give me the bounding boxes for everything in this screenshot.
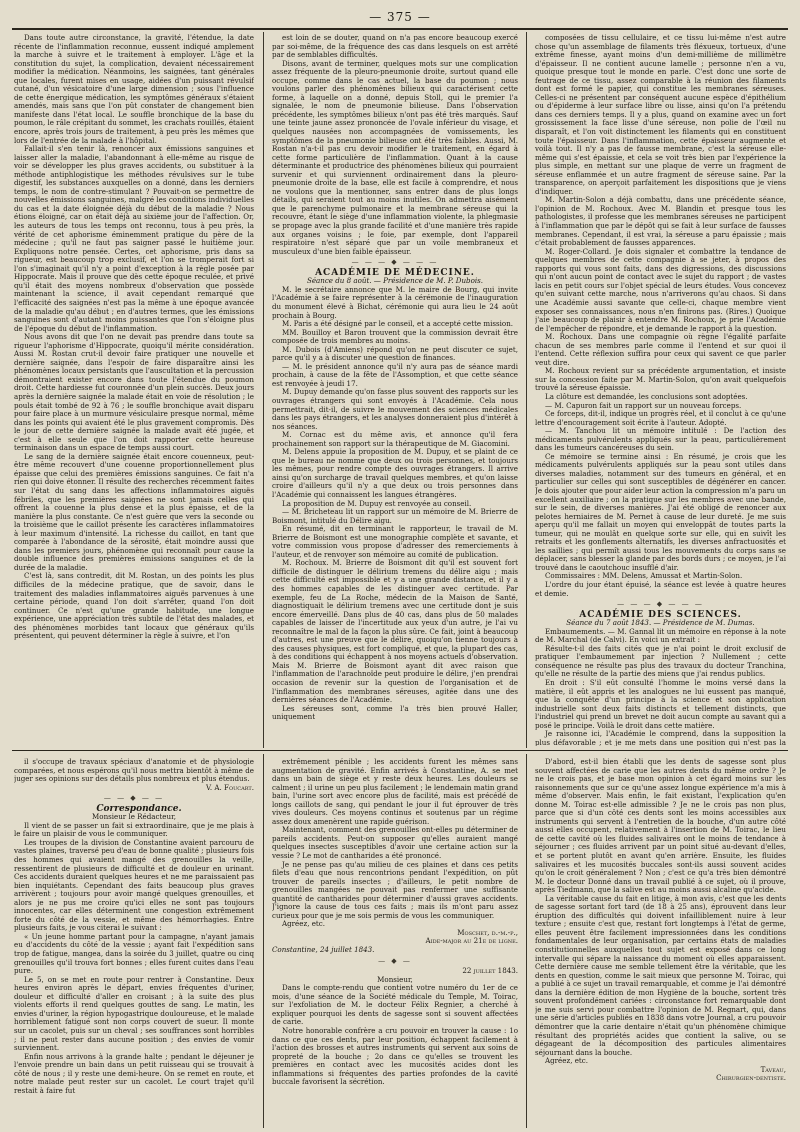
paragraph: Fallait-il s'en tenir là, renoncer aux émissions sanguines et laisser aller la maladie, l'abandonnant à elle-même au risque de voir se développer les plus graves accidents, ou substituer à la méthode antiphlogistique les méthodes révulsives sur le tube digestif, les substances auxquelles on a donné, dans les derniers temps, le nom de contre-stimulant ? Pouvait-on se permettre de nouvelles émissions sanguines, malgré les conditions individuelles du cas et la date éloignée déjà du début de la maladie ? Nous étions éloigné, car on était déjà au sixième jour de l'affection. Or, les auteurs de tous les temps ont reconnu, tous à peu près, la vérité de cet aphorisme éminemment pratique du père de la médecine ; qu'il ne faut pas saigner passé le huitième jour. Expliquons notre pensée. Certes, cet aphorisme, pris dans sa rigueur, est beaucoup trop exclusif, et l'on se tromperait fort si l'on s'imaginait qu'il n'y a point d'exception à la règle posée par Hippocrate. Mais il prouve que dès cette époque reculée, et privé qu'il était des moyens nombreux d'observation que possède maintenant la science, il avait cependant remarqué que l'efficacité des saignées n'est pas la même à une époque avancée de la maladie qu'au début ; en d'autres termes, que les émissions sanguines sont d'autant moins puissantes que l'on s'éloigne plus de l'époque du début de l'inflammation. xyxy=(14,144,254,333)
paragraph: extrêmement pénible ; les accidents furent les mêmes sans augmentation de gravité. Enfin arrivés à Constantine, A. se met dans un bain de siège et y reste deux heures. Les douleurs se calment ; il urine un peu plus facilement ; le lendemain matin grand bain, l'urine sort avec encore plus de facilité, mais est précédé de longs caillots de sang, qui pendant le jour il fut éprouver de très vives douleurs. Ces moyens continus et soutenus par un régime assez doux amenèrent une rapide guérison. xyxy=(272,758,518,826)
paragraph: est loin de se douter, quand on n'a pas encore beaucoup exercé par soi-même, de la fréquence des cas dans lesquels on est arrêté par de semblables difficultés. xyxy=(272,34,518,60)
paragraph: C'est là, sans contredit, dit M. Rostan, un des points les plus difficiles de la médecine pratique, que de savoir, dans le traitement des maladies inflammatoires aiguës parvenues à une certaine période, quand l'on doit s'arrêter, quand l'on doit continuer. Ce n'est qu'une grande habitude, une longue expérience, une appréciation très subtile de l'état des malades, et des phénomènes morbides tant locaux que généraux qu'ils présentent, qui peuvent déterminer la règle à suivre, et l'on xyxy=(14,571,254,641)
paragraph: M. Rochoux. M. Brierre de Boismont dit qu'il est souvent fort difficile de distinguer le délirium tremens du délire aigu ; mais cette difficulté est impossible et y a une grande distance, et il y a des hommes capables de les distinguer avec certitude. Par exemple, feu de La Roche, médecin de la Maison de Santé, diagnostiquait le délirium tremens avec une certitude dont je suis encore émerveillé. Dans plus de 40 cas, dans plus de 50 malades capables de laisser de l'incertitude aux yeux d'un autre, je l'ai vu reconnaître le mal de la façon la plus sûre. Ce fait, joint à beaucoup d'autres, est une preuve que le délire, quoiqu'on tienne toujours à des causes physiques, est fort compliqué, et que, la plupart des cas, à des conditions qui échappent à nos moyens actuels d'observation. Mais M. Brierre de Boismont ayant dit avec raison que l'inflammation de l'arachnoïde peut produire le délire, j'en prendrai occasion de revenir sur la question de l'organisation et de l'inflammation des membranes séreuses, agitée dans une des dernières séances de l'Académie. xyxy=(272,558,518,705)
ornament-divider: — — — ◆ — — — xyxy=(617,600,704,609)
paragraph: Agréez, etc. xyxy=(282,919,325,929)
paragraph: En droit : S'il eût consulté l'homme le moins versé dans la matière, il eût appris et les analogues ne lui eussent pas manqué, que la conquête d'un principe à la science et son application industrielle sont deux faits distincts et tellement distincts, que l'industriel qui prend un brevet ne doit aucun compte au savant qui a posé le principe. Voilà le droit dans cette matière. xyxy=(535,678,786,730)
paragraph: MM. Bouilloy et Baron trouvent que la commission devrait être composée de trois membres au moins. xyxy=(272,327,518,346)
paragraph: — M. Capuron fait un rapport sur un nouveau forceps. xyxy=(545,400,742,410)
paragraph: M. Delens appuie la proposition de M. Dupuy, et se plaint de ce que le bureau ne nomme que deux ou trois personnes, et toujours les mêmes, pour rendre compte des ouvrages étrangers. Il arrive ainsi qu'on surcharge de travail quelques membres, et qu'on laisse croire d'ailleurs qu'il n'y a que deux ou trois personnes dans l'Académie qui connaissent les langues étrangères. xyxy=(272,447,518,499)
paragraph: Embaumements. — M. Gannal lit un mémoire en réponse à la note de M. Marchal (de Calvi). En voici un extrait : xyxy=(535,626,786,645)
paragraph: M. le secrétaire annonce que M. le maire de Bourg, qui invite l'Académie à se faire représenter à la cérémonie de l'inauguration du monument élevé à Bichat, cérémonie qui aura lieu le 24 août prochain à Bourg. xyxy=(272,284,518,320)
column-1 xyxy=(14,34,254,744)
page-number: — 375 — xyxy=(369,10,431,24)
signature-title: Aide-major au 21e de ligne. xyxy=(425,936,518,946)
paragraph: Notre honorable confrère a cru pouvoir en trouver la cause : 1o dans ce que ces dents, par leur position, échappent facilement à l'action des brosses et autres instruments qui servent aux soins de propreté de la bouche ; 2o dans ce qu'elles se trouvent les premières en contact avec les mucosités acides dont les inflammations si fréquentes des parties profondes de la cavité buccale favorisent la sécrétion. xyxy=(272,1025,518,1087)
bottom-column-3 xyxy=(535,758,786,1126)
paragraph: Résulte-t-il des faits cités que je n'ai point le droit exclusif de pratiquer l'embaumement par injection ? Nullement ; cette conséquence ne résulte pas plus des travaux du docteur Tranchina, qu'elle ne résulte de la partie des miens que j'ai rendus publics. xyxy=(535,643,786,679)
column-divider xyxy=(526,754,527,1128)
ornament-divider: — — ◆ — — xyxy=(103,794,165,803)
signature-title: Chirurgien-dentiste. xyxy=(716,1073,786,1083)
paragraph: Il vient de se passer un fait si extraordinaire, que je me plais à le faire un plaisir de vous le communiquer. xyxy=(14,820,254,839)
session-line-sciences: Séance du 7 août 1843. — Présidence de M. Dumas. xyxy=(566,618,755,628)
paragraph: Le 5, on se met en route pour rentrer à Constantine. Deux heures environ après le départ, envies fréquentes d'uriner, douleur et difficulté d'aller en croisant ; à la suite des plus violents efforts il rend quelques gouttes de sang. Le matin, les envies d'uriner, la région hypogastrique douloureuse, et le malade horriblement fatigué sont non corps couvert de sueur. Il monte sur un cacolet, puis sur un cheval ; ses souffrances sont horribles ; il ne peut rester dans aucune position ; des envies de vomir surviennent. xyxy=(14,974,254,1053)
paragraph: Les troupes de la division de Constantine avaient parcouru de vastes plaines, traversé peu d'eau de bonne qualité ; plusieurs fois des hommes qui avaient mangé des grenouilles la veille, ressentirent de plusieurs de difficulté et de douleur en urinant. Ces accidents duraient quelques heures et ne me paraissaient pas bien inquiétants. Cependant des faits beaucoup plus graves arrivèrent ; toujours pour avoir mangé quelques grenouilles, et alors je ne pus me croire qu'ici elles ne sont pas toujours innocentes, car elles déterminent une congestion extrêmement forte du côté de la vessie, et même des hémorrhagies. Entre plusieurs faits, je vous citerai le suivant : xyxy=(14,837,254,933)
ornament-divider: — ◆ — xyxy=(378,956,412,965)
section-title-sciences: ACADÉMIE DES SCIENCES. xyxy=(579,609,742,620)
bottom-column-2 xyxy=(272,758,518,1126)
paragraph: Je ne pense pas qu'au milieu de ces plaines et dans ces petits filets d'eau que nous rencontrions pendant l'expédition, on pût trouver de pareils insectes ; d'ailleurs, le petit nombre de grenouilles mangées ne pouvait pas renfermer une suffisante quantité de cantharides pour déterminer d'aussi graves accidents. J'ignore la cause de tous ces faits ; mais ils m'ont paru assez curieux pour que je me sois permis de vous les communiquer. xyxy=(272,859,518,920)
section-title-medicine: ACADÉMIE DE MÉDECINE. xyxy=(315,267,475,278)
paragraph: D'abord, est-il bien établi que les dents de sagesse sont plus souvent affectées de carie que les autres dents du même ordre ? Je ne le crois pas, et je base mon opinion à cet égard moins sur les raisonnements que sur ce qu'une assez longue expérience m'a mis à même d'observer. Mais enfin, le fait existant, l'explication qu'en donne M. Toirac est-elle admissible ? Je ne le crois pas non plus, parce que si d'un côté ces dents sont les moins accessibles aux instruments qui servent à l'entretien de la bouche, d'un autre côté aussi elles occupent, relativement à l'insertion de M. Toirac, le lieu de cette cavité où les fluides salivaires ont le moins de tendance à séjourner ; ces fluides arrivent par un point situé au-devant d'elles, et se portent plutôt en avant qu'en arrière. Ensuite, les fluides salivaires et les mucosités buccales sont-ils aussi souvent acides qu'on le croit généralement ? Non ; c'est ce qu'a très bien démontré M. le docteur Donné dans un travail publié à ce sujet, où il prouve, après Tiedmann, que la salive est au moins aussi alcaline qu'acide. xyxy=(535,758,786,895)
closing: Agréez, etc. xyxy=(545,1056,588,1066)
signature: V. A. Foucart. xyxy=(206,782,254,792)
paragraph: En résumé, dit en terminant le rapporteur, le travail de M. Brierre de Boismont est une monographie complète et savante, et votre commission vous propose d'adresser des remerciements à l'auteur, et de renvoyer son mémoire au comité de publication. xyxy=(272,524,518,559)
place-date: Constantine, 24 juillet 1843. xyxy=(272,945,375,955)
paragraph: La proposition de M. Dupuy est renvoyée au conseil. xyxy=(282,498,472,508)
paragraph: La véritable cause du fait en litige, à mon avis, c'est que les dents de sagesse sortant fort tard (de 18 à 25 ans), éprouvent dans leur éruption des difficultés qui doivent infailliblement nuire à leur texture ; ensuite c'est que, restant fort longtemps à l'état de germe, elles peuvent être facilement impressionnées dans les conditions fondamentales de leur organisation, par certains états de maladies constitutionnelles auxquelles tout sujet est exposé dans ce long intervalle qui sépare la naissance du moment où elles apparaissent. Cette dernière cause me semble tellement être la véritable, que les dents en question, comme le sait mieux que personne M. Toirac, qui a publié à ce sujet un travail remarquable, et comme je l'ai démontré dans la dernière édition de mon Hygiène de la bouche, sortent très souvent profondément cariées : circonstance fort remarquable dont je me suis servi pour combattre l'opinion de M. Regnart, qui, dans une série d'articles publiés en 1838 dans votre Journal, a cru pouvoir démontrer que la carie dentaire n'était qu'un phénomène chimique résultant des propriétés acides que contient la salive, ou se dégageant de la décomposition des particules alimentaires séjournant dans la bouche. xyxy=(535,893,786,1057)
paragraph: Dans toute autre circonstance, la gravité, l'étendue, la date récente de l'inflammation reconnue, eussent indiqué amplement la marche à suivre et le traitement à employer. L'âge et la constitution du sujet, la complication, devaient nécessairement modifier la médication. Néanmoins, les saignées, tant générales que locales, furent mises en usage, aidées d'un puissant révulsif cutané, d'un vésicatoire d'une large dimension ; sous l'influence de cette énergique médication, les symptômes généraux s'étaient amendés, mais sans que l'on pût constater de changement bien manifeste dans l'état local. Le souffle bronchique de la base du poumon, le râle crépitant du sommet, les crachats rouillés, étaient encore, après trois jours de traitement, à peu près les mêmes que lors de l'entrée de la malade à l'hôpital. xyxy=(14,34,254,145)
paragraph: Le sang de la dernière saignée était encore couenneux, peut-être même recouvert d'une couenne proportionnellement plus épaisse que celui des premières émissions sanguines. Ce fait n'a rien qui doive étonner. Il résulte des recherches récemment faites sur l'état du sang dans les affections inflammatoires aiguës fébriles, que les premières saignées ne sont jamais celles qui offrent la couenne la plus dense et la plus épaisse, et de la manière la plus constante. Ce n'est guère que vers la seconde ou la troisième que le caillot présente les caractères inflammatoires à leur maximum d'intensité. La richesse du caillot, en tant que comparée à l'abondance de la sérosité, était moindre aussi que dans les premiers jours, phénomène qui reconnaît pour cause la double influence des premières émissions sanguines et de la durée de la maladie. xyxy=(14,451,254,572)
paragraph: il s'occupe de travaux spéciaux d'anatomie et de physiologie comparées, et nous espérons qu'il nous mettra bientôt à même de juger ses opinions sur des détails plus nombreux et plus étendus. xyxy=(14,758,254,784)
session-line-medicine: Séance du 8 août. — Présidence de M. P. Dubois. xyxy=(306,276,484,286)
bottom-column-1 xyxy=(14,758,254,1126)
paragraph: Disons, avant de terminer, quelques mots sur une complication assez fréquente de la pleuro-pneumonie droite, surtout quand elle occupe, comme dans le cas actuel, la base du poumon ; nous voulons parler des phénomènes bilieux qui caractérisent cette forme, à laquelle on a donné, depuis Stoll, qui le premier l'a signalée, le nom de pneumonie bilieuse. Dans l'observation précédente, les symptômes bilieux n'ont pas été très marqués. Sauf une teinte jaune assez prononcée de l'ovale inférieur du visage, et quelques nausées non accompagnées de vomissements, les symptômes de la pneumonie bilieuse ont été très faibles. Aussi, M. Rostan n'a-t-il pas cru devoir modifier le traitement, en égard à cette forme particulière de l'inflammation. Quant à la cause déterminante et productrice des phénomènes bilieux qui pourraient survenir et qui surviennent ordinairement dans la pleuro-pneumonie droite de la base, elle est facile à comprendre, et nous ne voulons que la mentionner, sans entrer dans de plus longs détails, qui seraient tout au moins inutiles. On admettra aisément que le parenchyme pulmonaire et la membrane séreuse qui la recouvre, étant le siège d'une inflammation violente, la phlegmasie se propage avec la plus grande facilité et d'une manière très rapide aux organes voisins ; le foie, par exemple, dont l'appareil respiratoire n'est séparé que par un voile membraneux et musculeux d'une bien faible épaisseur. xyxy=(272,58,518,256)
column-3 xyxy=(535,34,786,746)
salutation: Monsieur, xyxy=(377,974,413,984)
section-title-correspondance: Correspondance. xyxy=(96,803,182,814)
paragraph: Dans le compte-rendu que contient votre numéro du 1er de ce mois, d'une séance de la Société médicale du Temple, M. Toirac, sur l'exfoliation de M. le docteur Félix Regnier, a cherché à expliquer pourquoi les dents de sagesse sont si souvent affectées de carie. xyxy=(272,983,518,1027)
section-divider xyxy=(12,750,788,751)
paragraph: composées de tissu cellulaire, et ce tissu lui-même n'est autre chose qu'un assemblage de filaments très fléxueux, tortueux, d'une extrême finesse, ayant moins d'un demi-millième de millimètre d'épaisseur. Il ne contient aucune lamelle ; personne n'en a vu, quoique presque tout le monde en parle. C'est donc une sorte de feutrage de ce tissu, assez comparable à la réunion des filaments dont est formé le papier, qui constitue les membranes séreuses. Celles-ci ne présentent par conséquent aucune espèce d'épithélium ou d'épiderme à leur surface libre ou lisse, ainsi qu'on l'a prétendu dans ces derniers temps. Il y a plus, quand on examine avec un fort grossissement la face lisse d'une séreuse, non polie de l'œil nu disparaît, et l'on voit distinctement les filaments qui en constituent toute l'épaisseur. Dans l'inflammation, cette épaisseur augmente et voilà tout. Il n'y a pas de fausse membrane, c'est la séreuse elle-même qui s'est épaissie, et cela se voit très bien par l'expérience la plus simple, en mettant sur une plaque de verre un fragment de séreuse enflammée et un autre fragment de séreuse saine. Par la transparence, on aperçoit parfaitement les dispositions que je viens d'indiquer. xyxy=(535,34,786,196)
paragraph: « Un jeune homme partant pour la campagne, n'ayant jamais eu d'accidents du côté de la vessie ; ayant fait l'expédition sans trop de fatigue, mangea, dans la soirée du 3 juillet, quatre ou cinq grenouilles qu'il trouva fort bonnes ; elles furent cuites dans l'eau pure. xyxy=(14,931,254,976)
column-divider xyxy=(263,754,264,1128)
paragraph: M. Dubois (d'Amiens) répond qu'on ne peut discuter ce sujet, parce qu'il y a à discuter une question de finances. xyxy=(272,344,518,363)
paragraph: — M. Bricheteau lit un rapport sur un mémoire de M. Brierre de Boismont, intitulé du Délire aigu. xyxy=(272,507,518,525)
paragraph: M. Dupuy demande qu'on fasse plus souvent des rapports sur les ouvrages étrangers qui sont envoyés à l'Académie. Cela nous permettrait, dit-il, de suivre le mouvement des sciences médicales dans les pays étrangers, et les analyses donneraient plus d'intérêt à nos séances. xyxy=(272,387,518,431)
ornament-divider: — — — ◆ — — — xyxy=(351,258,439,267)
signature: Moschet, d.-m.-p., xyxy=(457,927,518,937)
paragraph: L'ordre du jour étant épuisé, la séance est levée à quatre heures et demie. xyxy=(535,580,786,598)
paragraph: M. Cornac est du même avis, et annonce qu'il fera prochainement son rapport sur la thérapeutique de M. Giacomini. xyxy=(272,430,518,448)
paragraph: La clôture est demandée, les conclusions sont adoptées. xyxy=(545,391,748,401)
salutation: Monsieur le Rédacteur, xyxy=(92,812,176,822)
header-rule xyxy=(12,28,788,30)
paragraph: — M. le président annonce qu'il n'y aura pas de séance mardi prochain, à cause de la fête de l'Assomption, et que cette séance est renvoyée à jeudi 17. xyxy=(272,361,518,388)
signature: Taveau, xyxy=(760,1064,786,1074)
paragraph: Enfin nous arrivons à la grande halte ; pendant le déjeuner je l'envoie prendre un bain dans un petit ruisseau qui se trouvait à côté de nous ; il y reste une demi-heure. On se remet en route, et notre malade peut rester sur un cacolet. Le court trajet qu'il restait à faire fut xyxy=(14,1051,254,1095)
paragraph: M. Martin-Solon a déjà combattu, dans une précédente séance, l'opinion de M. Rochoux. Avec M. Blandin et presque tous les pathologistes, il professe que les membranes séreuses ne participent à l'inflammation que par le dépôt qui se fait à leur surface de fausses membranes. Cependant, il est vrai, la séreuse a paru épaissie ; mais c'était probablement de fausses apparences. xyxy=(535,195,786,248)
paragraph: Commissaires : MM. Delens, Amussat et Martin-Solon. xyxy=(545,571,743,581)
paragraph: Ce forceps, dit-il, indique un progrès réel, et il conclut à ce qu'une lettre d'encouragement soit écrite à l'auteur. Adopté. xyxy=(535,409,786,427)
paragraph: M. Roger-Collard. Je dois signaler et combattre la tendance de quelques membres de cette compagnie à se jeter, à propos des rapports qui vous sont faits, dans des digressions, des discussions qui n'ont aucun point de contact avec le sujet du rapport ; de vastes lacis en petit cours sur l'objet spécial de leurs études. Vous concevez qu'en suivant cette marche, nous n'arriverons qu'au chaos. Si dans une Académie aussi savante que celle-ci, chaque membre vient exposer ses connaissances, nous n'en finirons pas. (Rires.) Quoique j'aie beaucoup de plaisir à entendre M. Rochoux, je prie l'Académie de l'empêcher de répondre, et je demande le rapport à la question. xyxy=(535,246,786,333)
column-2 xyxy=(272,34,518,746)
paragraph: Je raisonne ici, l'Académie le comprend, dans la supposition la plus défavorable ; et je me mets dans une position qui n'est pas la xyxy=(535,729,786,746)
paragraph: M. Paris a été désigné par le conseil, et a accepté cette mission. xyxy=(282,319,514,329)
column-divider xyxy=(263,32,264,748)
paragraph: M. Rochoux. Dans une compagnie où règne l'égalité parfaite chacun de ses membres parle comme il l'entend et sur quoi il l'entend. Cette réflexion suffira pour ceux qui savent ce que parler veut dire. xyxy=(535,332,786,367)
paragraph: Ce mémoire se termine ainsi : En résumé, je crois que les médicaments pulvérulents appliqués sur la peau sont utiles dans diverses maladies, notamment sur des tumeurs en général, et en particulier sur celles qui sont susceptibles de dégénérer en cancer. Je dois ajouter que pour aider leur action la compression m'a paru un excellent auxiliaire ; on la pratique sur les membres avec une bande, sur le sein, de diverses manières. J'ai été obligé de renoncer aux pelotes herniaires de M. Pernet à cause de leur dureté. Je me suis aperçu qu'il me fallait un moyen qui enveloppât de toutes parts la tumeur, qui ne moulât en quelque sorte sur elle, qui en suivît les retraits et les gonflements alternatifs, les diverses anfractuosités et les saillies ; qui permît aussi tous les mouvements du corps sans se déplacer, sans blesser la glande par des bords durs ; ce moyen, je l'ai trouvé dans le caoutchouc insufflé d'air. xyxy=(535,451,786,572)
paragraph: Maintenant, comment des grenouilles ont-elles pu déterminer de pareils accidents. Peut-on supposer qu'elles auraient mangé quelques insectes susceptibles d'avoir une certaine action sur la vessie ? Le mot de cantharides a été prononcé. xyxy=(272,825,518,861)
paragraph: — M. Tanchou lit un mémoire intitulé : De l'action des médicaments pulvérulents appliqués sur la peau, particulièrement dans les tumeurs cancéreuses du sein. xyxy=(535,426,786,453)
paragraph: Les séreuses sont, comme l'a très bien prouvé Haller, uniquement xyxy=(272,703,518,722)
letter-date: 22 juillet 1843. xyxy=(462,966,518,976)
paragraph: Nous avons dit que l'on ne devait pas prendre dans toute sa rigueur l'aphorisme d'Hippocrate, quoiqu'il mérite considération. Aussi M. Rostan crut-il devoir faire pratiquer une nouvelle et dernière saignée, dans l'espoir de faire disparaître ainsi les phénomènes locaux persistants que l'auscultation et la percussion démontraient exister encore dans toute l'étendue du poumon droit. Cette hardiesse fut couronnée d'un plein succès. Deux jours après la dernière saignée la malade était en voie de résolution ; le pouls était tombé de 92 à 76 ; le souffle bronchique avait disparu pour faire place à un murmure vésiculaire presque normal, même dans les points qui avaient été le plus gravement compromis. Dès le jour de cette dernière saignée la malade avait été jugée, et c'est à elle seule que l'on doit rapporter cette heureuse terminaison dans un espace de temps aussi court. xyxy=(14,332,254,453)
paragraph: M. Rochoux revient sur sa précédente argumentation, et insiste sur la concession faite par M. Martin-Solon, qu'on avait quelquefois trouvé la séreuse épaissie. xyxy=(535,366,786,393)
column-divider xyxy=(526,32,527,748)
